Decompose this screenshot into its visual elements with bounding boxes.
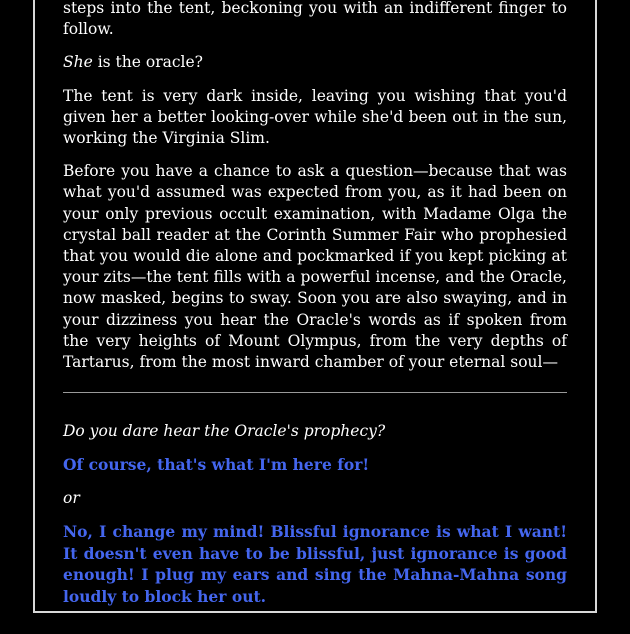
choice-decline-link[interactable]: No, I change my mind! Blissful ignorance is what I want! It doesn't even have to be blissful, just ignorance is good enough! I plug my ears and sing the Mahna-Mahna song loudly to block her out. [63,522,567,607]
story-panel [33,0,597,613]
choice-accept-link[interactable]: Of course, that's what I'm here for! [63,455,370,475]
choice-prompt: Do you dare hear the Oracle's prophecy? [63,422,386,441]
section-divider [63,392,567,393]
story-content [63,0,567,620]
story-paragraph: Before you have a chance to ask a question—because that was what you'd assumed was expected from you, as it had been on your only previous occult examination, with Madame Olga the crystal ball reader at the Corinth Summer Fair who prophesied that you would die alone and pockmarked if you kept picking at your zits—the tent fills with a powerful incense, and the Oracle, now masked, begins to sway. Soon you are also swaying, and in your dizziness you hear the Oracle's words as if spoken from the very heights of Mount Olympus, from the very depths of Tartarus, from the most inward chamber of your eternal soul— [63,162,567,372]
emphasis-text: She [63,53,93,72]
story-paragraph [63,52,567,73]
story-text: is the oracle? [92,53,203,72]
story-paragraph: steps into the tent, beckoning you with an indifferent finger to follow. [63,0,567,39]
choice-separator: or [63,489,80,508]
story-paragraph: The tent is very dark inside, leaving you wishing that you'd given her a better looking-over while she'd been out in the sun, working the Virginia Slim. [63,86,567,148]
